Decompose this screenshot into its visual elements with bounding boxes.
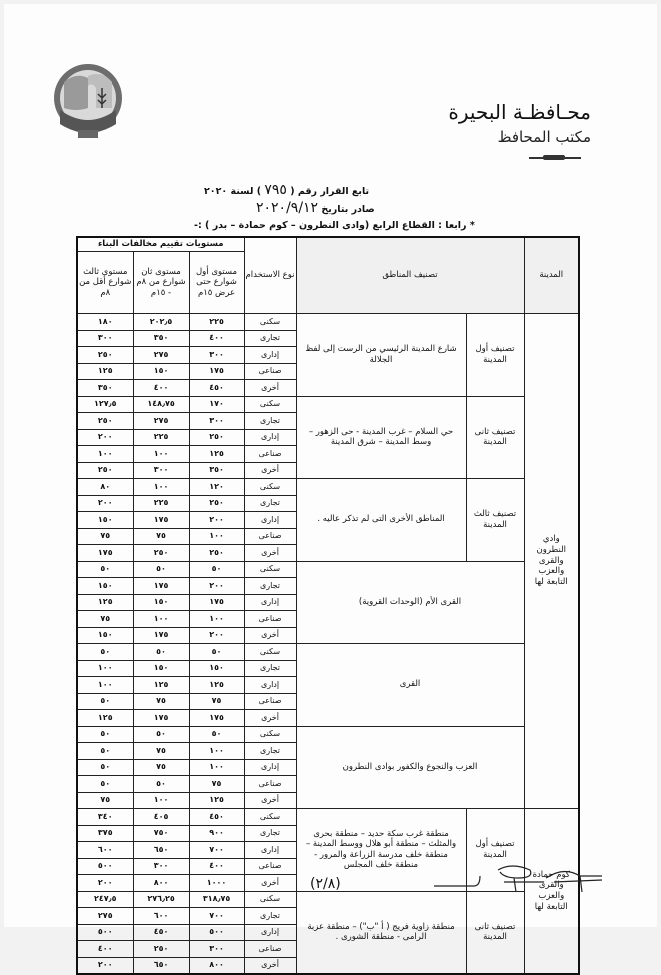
level2-value: ٤٥٠ — [133, 924, 189, 941]
level1-value: ٥٠ — [189, 644, 244, 661]
level3-value: ٢٠٠ — [77, 429, 133, 446]
level3-value: ١٧٥ — [77, 545, 133, 562]
use-type-cell: سكنى — [244, 891, 296, 908]
level1-value: ٩٠٠ — [189, 825, 244, 842]
use-type-cell: إدارى — [244, 842, 296, 859]
use-type-cell: أخرى — [244, 380, 296, 397]
level2-value: ١٥٠ — [133, 363, 189, 380]
level2-value: ١٤٨٫٧٥ — [133, 396, 189, 413]
level2-value: ٢٧٥ — [133, 347, 189, 364]
level1-value: ١٥٠ — [189, 660, 244, 677]
level2-value: ٢٠٢٫٥ — [133, 314, 189, 331]
zone-area-cell: شارع المدينة الرئيسي من الرست إلى لفظ الجلالة — [296, 314, 466, 397]
level3-value: ٧٥ — [77, 528, 133, 545]
level1-value: ٢٠٠ — [189, 512, 244, 529]
use-type-cell: أخرى — [244, 710, 296, 727]
level3-value: ٥٠ — [77, 759, 133, 776]
header-city: المدينة — [524, 237, 579, 314]
level2-value: ٣٠٠ — [133, 462, 189, 479]
level2-value: ١٧٥ — [133, 512, 189, 529]
level1-value: ١٢٥ — [189, 677, 244, 694]
level3-value: ٥٠٠ — [77, 858, 133, 875]
level2-value: ٣٠٠ — [133, 858, 189, 875]
table-row — [77, 561, 579, 578]
level3-value: ٣٧٥ — [77, 825, 133, 842]
level1-value: ٢٥٠ — [189, 495, 244, 512]
level2-value: ١٠٠ — [133, 792, 189, 809]
level3-value: ١٠٠ — [77, 677, 133, 694]
level2-value: ٥٠ — [133, 644, 189, 661]
level3-value: ٥٠ — [77, 776, 133, 793]
level3-value: ١٢٥ — [77, 710, 133, 727]
use-type-cell: سكنى — [244, 726, 296, 743]
level2-value: ٨٠٠ — [133, 875, 189, 892]
level2-value: ١٧٥ — [133, 578, 189, 595]
level1-value: ٤٥٠ — [189, 809, 244, 826]
level2-value: ٤٠٥ — [133, 809, 189, 826]
decree-prefix: تابع القرار رقم ( — [290, 186, 370, 197]
table-row — [77, 809, 579, 826]
level2-value: ٢٧٦٫٢٥ — [133, 891, 189, 908]
level2-value: ٧٥٠ — [133, 825, 189, 842]
level3-value: ١٢٥ — [77, 594, 133, 611]
city-cell: كوم حمادة والقرى والعزب التابعة لها — [524, 809, 579, 975]
level2-value: ١٠٠ — [133, 446, 189, 463]
level1-value: ١٠٠ — [189, 743, 244, 760]
level3-value: ٢٠٠ — [77, 875, 133, 892]
level1-value: ١٠٠ — [189, 611, 244, 628]
zone-class-cell: تصنيف أول المدينة — [466, 314, 524, 397]
use-type-cell: أخرى — [244, 792, 296, 809]
level1-value: ٧٥ — [189, 693, 244, 710]
level1-value: ٥٠ — [189, 726, 244, 743]
level1-value: ٤٠٠ — [189, 858, 244, 875]
level3-value: ٢٠٠ — [77, 957, 133, 974]
header-level3: مستوى ثالث شوارع أقل من ٨م — [77, 252, 133, 314]
city-cell: وادي النطرون والقرى والعزب التابعة لها — [524, 314, 579, 809]
use-type-cell: سكنى — [244, 479, 296, 496]
use-type-cell: إدارى — [244, 677, 296, 694]
level2-value: ٥٠ — [133, 561, 189, 578]
zone-class-cell: تصنيف ثالث المدينة — [466, 479, 524, 562]
section-title: * رابعا : القطاع الرابع (وادى النطرون – كوم حمادة – بدر ) :- — [194, 220, 475, 231]
level1-value: ٣٠٠ — [189, 941, 244, 958]
level3-value: ٢٧٥ — [77, 908, 133, 925]
level3-value: ٣٤٠ — [77, 809, 133, 826]
use-type-cell: إدارى — [244, 759, 296, 776]
level3-value: ٧٥ — [77, 792, 133, 809]
level3-value: ١٥٠ — [77, 578, 133, 595]
zone-area-cell: حي السلام – غرب المدينة - حى الزهور – وسط المدينة – شرق المدينة — [296, 396, 466, 479]
level2-value: ١٢٥ — [133, 677, 189, 694]
level2-value: ١٥٠ — [133, 594, 189, 611]
use-type-cell: صناعى — [244, 858, 296, 875]
level1-value: ١٧٠ — [189, 396, 244, 413]
document-page — [4, 4, 657, 970]
level3-value: ١٢٥ — [77, 363, 133, 380]
level1-value: ٢٠٠ — [189, 627, 244, 644]
level3-value: ١٨٠ — [77, 314, 133, 331]
level2-value: ٣٥٠ — [133, 330, 189, 347]
level3-value: ٢٠٠ — [77, 495, 133, 512]
governorate-title: محـافظـة البحيرة — [448, 100, 591, 124]
level2-value: ٤٠٠ — [133, 380, 189, 397]
use-type-cell: تجارى — [244, 330, 296, 347]
use-type-cell: صناعى — [244, 446, 296, 463]
level1-value: ١٧٥ — [189, 594, 244, 611]
decree-number: ٧٩٥ — [264, 182, 287, 198]
level1-value: ١٢٠ — [189, 479, 244, 496]
level3-value: ٥٠ — [77, 644, 133, 661]
use-type-cell: سكنى — [244, 561, 296, 578]
level2-value: ٦٠٠ — [133, 908, 189, 925]
header-level1: مستوى أول شوارع حتى عرض ١٥م — [189, 252, 244, 314]
use-type-cell: أخرى — [244, 875, 296, 892]
level2-value: ١٧٥ — [133, 627, 189, 644]
level1-value: ١٧٥ — [189, 363, 244, 380]
use-type-cell: تجارى — [244, 743, 296, 760]
level2-value: ٢٢٥ — [133, 495, 189, 512]
use-type-cell: تجارى — [244, 413, 296, 430]
level1-value: ١٧٥ — [189, 710, 244, 727]
level1-value: ٣٠٠ — [189, 413, 244, 430]
level1-value: ٤٥٠ — [189, 380, 244, 397]
level3-value: ٧٥ — [77, 611, 133, 628]
level2-value: ٧٥ — [133, 528, 189, 545]
level2-value: ٢٥٠ — [133, 545, 189, 562]
level1-value: ١٠٠٠ — [189, 875, 244, 892]
level1-value: ٨٠٠ — [189, 957, 244, 974]
zone-area-cell: منطقة غرب سكة حديد – منطقة بحرى والمثلث – منطقة أبو هلال ووسط المدينة – منطقة خلف مدرسة الزراعة والمرور - منطقة خلف المجلس — [296, 809, 466, 892]
use-type-cell: إدارى — [244, 347, 296, 364]
level3-value: ٥٠ — [77, 561, 133, 578]
level2-value: ١٠٠ — [133, 479, 189, 496]
level1-value: ٣١٨٫٧٥ — [189, 891, 244, 908]
table-row — [77, 396, 579, 413]
level3-value: ٥٠ — [77, 693, 133, 710]
level1-value: ٢٢٥ — [189, 314, 244, 331]
use-type-cell: صناعى — [244, 693, 296, 710]
header-level2: مستوى ثان شوارع من ٨م - ١٥م — [133, 252, 189, 314]
level1-value: ٥٠٠ — [189, 924, 244, 941]
level3-value: ٨٠ — [77, 479, 133, 496]
zone-area-cell: القرى — [296, 644, 524, 727]
use-type-cell: صناعى — [244, 363, 296, 380]
header-use-type: نوع الاستخدام — [244, 237, 296, 314]
level3-value: ٢٥٠ — [77, 413, 133, 430]
issued-date: ٢٠٢٠/٩/١٢ — [256, 200, 319, 216]
zone-class-cell: تصنيف أول المدينة — [466, 809, 524, 892]
level3-value: ١٢٧٫٥ — [77, 396, 133, 413]
level2-value: ٥٠ — [133, 726, 189, 743]
level2-value: ٥٠ — [133, 776, 189, 793]
level1-value: ٢٥٠ — [189, 429, 244, 446]
level3-value: ٢٥٠ — [77, 462, 133, 479]
use-type-cell: تجارى — [244, 495, 296, 512]
level2-value: ٧٥ — [133, 759, 189, 776]
level1-value: ٤٠٠ — [189, 330, 244, 347]
level1-value: ٧٠٠ — [189, 908, 244, 925]
table-row — [77, 314, 579, 331]
use-type-cell: صناعى — [244, 611, 296, 628]
level3-value: ٥٠ — [77, 726, 133, 743]
zone-area-cell: المناطق الأخرى التى لم تذكر عاليه . — [296, 479, 466, 562]
use-type-cell: تجارى — [244, 908, 296, 925]
level3-value: ١٥٠ — [77, 512, 133, 529]
office-subtitle: مكتب المحافظ — [497, 128, 591, 146]
level1-value: ٣٥٠ — [189, 462, 244, 479]
zone-area-cell: منطقة زاوية فريج ( أ "ب") – منطقة عزبة الرامى - منطقة الشورى . — [296, 891, 466, 974]
level3-value: ٦٠٠ — [77, 842, 133, 859]
zone-area-cell: العزب والنجوع والكفور بوادى النطرون — [296, 726, 524, 809]
use-type-cell: تجارى — [244, 660, 296, 677]
level3-value: ١٠٠ — [77, 446, 133, 463]
level3-value: ٥٠٠ — [77, 924, 133, 941]
use-type-cell: سكنى — [244, 644, 296, 661]
use-type-cell: سكنى — [244, 809, 296, 826]
level2-value: ٢٢٥ — [133, 429, 189, 446]
use-type-cell: إدارى — [244, 512, 296, 529]
use-type-cell: أخرى — [244, 545, 296, 562]
use-type-cell: أخرى — [244, 957, 296, 974]
table-row — [77, 644, 579, 661]
use-type-cell: أخرى — [244, 462, 296, 479]
level2-value: ٦٥٠ — [133, 957, 189, 974]
issued-line — [256, 200, 375, 216]
level1-value: ٢٥٠ — [189, 545, 244, 562]
zone-class-cell: تصنيف ثانى المدينة — [466, 891, 524, 974]
page-number: (٢/٨) — [310, 876, 341, 892]
use-type-cell: صناعى — [244, 941, 296, 958]
level2-value: ٧٥ — [133, 693, 189, 710]
zone-class-cell: تصنيف ثانى المدينة — [466, 396, 524, 479]
header-levels-group: مستويات تقييم مخالفات البناء — [77, 237, 244, 252]
table-row — [77, 726, 579, 743]
level1-value: ٢٠٠ — [189, 578, 244, 595]
use-type-cell: إدارى — [244, 594, 296, 611]
level1-value: ١٢٥ — [189, 792, 244, 809]
level3-value: ٢٥٠ — [77, 347, 133, 364]
use-type-cell: أخرى — [244, 627, 296, 644]
level3-value: ٤٠٠ — [77, 941, 133, 958]
level1-value: ١٠٠ — [189, 759, 244, 776]
table-row — [77, 479, 579, 496]
level2-value: ٢٥٠ — [133, 941, 189, 958]
level3-value: ٣٠٠ — [77, 330, 133, 347]
signatures — [434, 862, 604, 896]
use-type-cell: سكنى — [244, 314, 296, 331]
level1-value: ١٠٠ — [189, 528, 244, 545]
use-type-cell: تجارى — [244, 578, 296, 595]
use-type-cell: إدارى — [244, 429, 296, 446]
use-type-cell: صناعى — [244, 776, 296, 793]
level2-value: ٢٧٥ — [133, 413, 189, 430]
governorate-logo — [52, 52, 124, 144]
issued-label: صادر بتاريخ — [321, 204, 375, 215]
header-zones: تصنيف المناطق — [296, 237, 524, 314]
decree-line — [204, 182, 369, 198]
level3-value: ١٠٠ — [77, 660, 133, 677]
use-type-cell: سكنى — [244, 396, 296, 413]
level1-value: ٣٠٠ — [189, 347, 244, 364]
header-divider — [529, 157, 581, 159]
level1-value: ٧٠٠ — [189, 842, 244, 859]
level2-value: ٦٥٠ — [133, 842, 189, 859]
level2-value: ٧٥ — [133, 743, 189, 760]
level2-value: ١٥٠ — [133, 660, 189, 677]
level3-value: ٣٥٠ — [77, 380, 133, 397]
level3-value: ٥٠ — [77, 743, 133, 760]
level1-value: ٥٠ — [189, 561, 244, 578]
level1-value: ١٢٥ — [189, 446, 244, 463]
level1-value: ٧٥ — [189, 776, 244, 793]
decree-suffix: ) لسنة ٢٠٢٠ — [204, 186, 262, 197]
use-type-cell: إدارى — [244, 924, 296, 941]
use-type-cell: صناعى — [244, 528, 296, 545]
level2-value: ١٧٥ — [133, 710, 189, 727]
use-type-cell: تجارى — [244, 825, 296, 842]
level3-value: ٢٤٧٫٥ — [77, 891, 133, 908]
level3-value: ١٥٠ — [77, 627, 133, 644]
level2-value: ١٠٠ — [133, 611, 189, 628]
zone-area-cell: القرى الأم (الوحدات القروية) — [296, 561, 524, 644]
